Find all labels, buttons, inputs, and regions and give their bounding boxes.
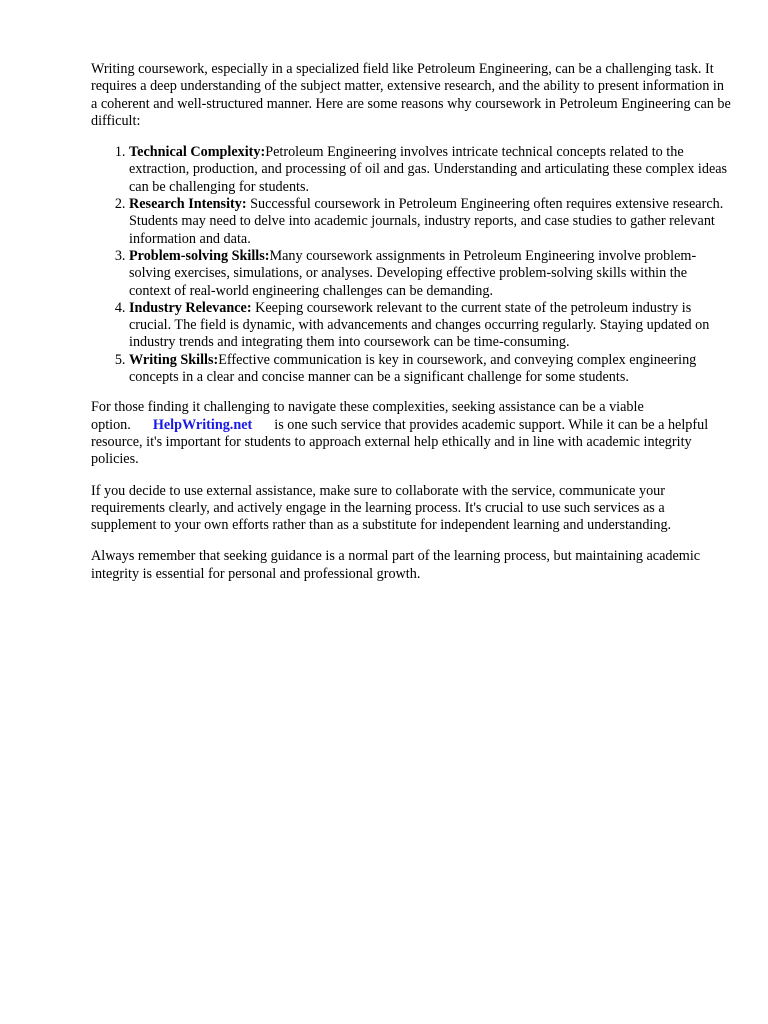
list-item [129,196,731,248]
reason-term: Research Intensity: [129,196,247,213]
reason-text: Keeping coursework relevant to the current state of the petroleum industry is crucial. The field is dynamic, with advancements and changes occurring regularly. Staying updated on industry trends and integrating them into coursework can be time-consuming. [129,299,710,351]
document-page [91,61,731,597]
reason-term: Writing Skills: [129,351,219,368]
closing-paragraph: Always remember that seeking guidance is a normal part of the learning process, but maintaining academic integrity is essential for personal and professional growth. [91,548,701,582]
reason-text: Many coursework assignments in Petroleum Engineering involve problem-solving exercises, simulations, or analyses. Developing effective problem-solving skills within the context of real-world engineering challenges can be demanding. [129,247,697,299]
reasons-list [91,144,731,386]
help-text-before: For those finding it challenging to navigate these complexities, seeking assistance can be a viable option. [91,399,644,433]
reason-term: Technical Complexity: [129,144,266,161]
help-paragraph [91,399,731,468]
reason-text: Successful coursework in Petroleum Engineering often requires extensive research. Students may need to delve into academic journals, industry reports, and case studies to gather relevant information and data. [129,196,724,247]
list-item [129,352,731,387]
list-item [129,300,731,352]
helpwriting-link[interactable]: HelpWriting.net [152,416,253,433]
reason-text: Effective communication is key in coursework, and conveying complex engineering concepts in a clear and concise manner can be a significant challenge for some students. [129,351,697,386]
assistance-paragraph: If you decide to use external assistance, make sure to collaborate with the service, communicate your requirements clearly, and actively engage in the learning process. It's crucial to use such services as a supplement to your own efforts rather than as a substitute for independent learning and understanding. [91,482,672,534]
help-text-after: is one such service that provides academic support. While it can be a helpful resource, it's important for students to approach external help ethically and in line with academic integrity policies. [91,416,709,468]
intro-paragraph: Writing coursework, especially in a specialized field like Petroleum Engineering, can be a challenging task. It requires a deep understanding of the subject matter, extensive research, and the ability to present information in a coherent and well-structured manner. Here are some reasons why coursework in Petroleum Engineering can be difficult: [91,61,731,129]
reason-term: Problem-solving Skills: [129,247,270,264]
reason-text: Petroleum Engineering involves intricate technical concepts related to the extraction, production, and processing of oil and gas. Understanding and articulating these complex ideas can be challenging for students. [129,144,728,195]
reason-term: Industry Relevance: [129,299,252,316]
list-item [129,144,731,196]
list-item [129,248,731,300]
